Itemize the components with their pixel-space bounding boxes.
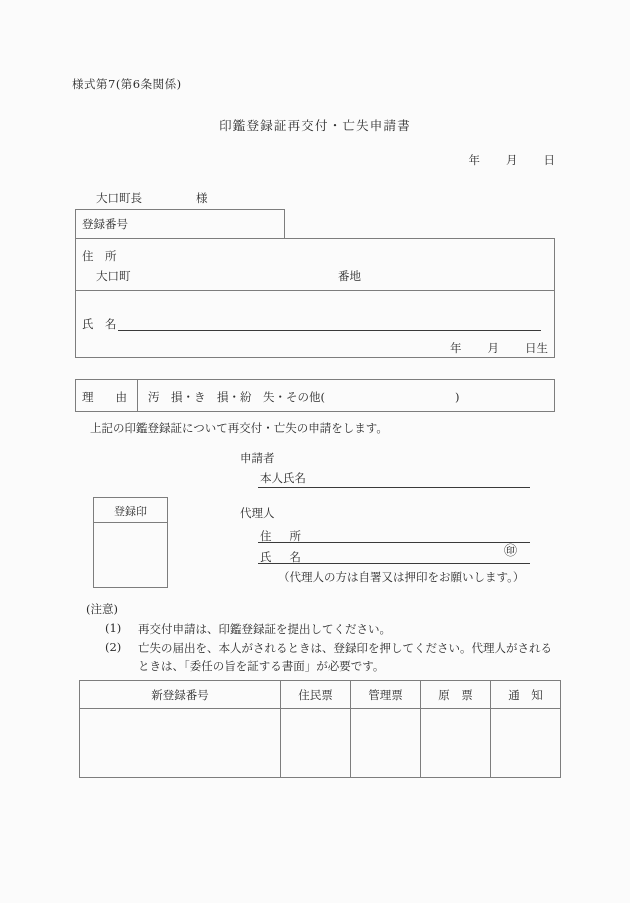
reason-options-text: 汚 損・き 損・紛 失・その他( [148,390,325,404]
seal-mark-icon: ㊞ [504,544,518,559]
table-header-resident-record: 住民票 [281,681,351,709]
table-cell-original-record[interactable] [421,709,491,778]
table-cell-resident-record[interactable] [281,709,351,778]
page-title: 印鑑登録証再交付・亡失申請書 [219,118,411,133]
agent-section-label: 代理人 [240,506,275,520]
agent-address-label-char1: 住 [260,529,272,543]
reason-label [82,389,127,405]
table-row [80,709,561,778]
name-input-rule[interactable] [118,330,541,331]
address-label: 住 所 [82,249,117,263]
date-year-label: 年 [468,153,480,167]
address-name-divider [75,290,555,291]
addressee-honorific: 様 [196,191,208,205]
table-header-notification: 通 知 [491,681,561,709]
note-1-text: 再交付申請は、印鑑登録証を提出してください。 [138,622,391,636]
addressee-office: 大口町長 [96,191,142,205]
table-cell-notification[interactable] [491,709,561,778]
addressee [96,190,208,206]
note-1-number: (1) [105,621,122,635]
applicant-self-name-label: 本人氏名 [260,471,306,485]
table-header-row [80,681,561,709]
table-header-management-record: 管理票 [351,681,421,709]
birth-year-label: 年 [450,341,462,355]
reason-options[interactable] [148,389,460,405]
applicant-section-label: 申請者 [240,451,275,465]
agent-address-rule[interactable] [258,542,530,543]
name-label: 氏 名 [82,317,117,331]
registered-seal-label: 登録印 [114,505,147,518]
birth-day-label: 日生 [525,341,548,355]
registration-number-label: 登録番号 [82,217,128,231]
table-cell-new-reg-no[interactable] [80,709,281,778]
note-2-text-continuation: ときは、「委任の旨を証する書面」が必要です。 [138,659,385,673]
table-header-original-record: 原 票 [421,681,491,709]
birth-month-label: 月 [487,341,499,355]
agent-address-label-char2: 所 [289,529,301,543]
reason-label-char1: 理 [82,390,94,404]
registered-seal-box-divider [93,522,168,523]
agent-signature-note: （代理人の方は自署又は押印をお願いします。） [278,570,525,584]
notes-title: (注意) [86,602,118,616]
address-town-prefix: 大口町 [96,269,131,283]
form-code: 様式第7(第6条関係) [72,77,182,91]
submission-date-line [0,152,555,168]
agent-name-rule[interactable] [258,563,530,564]
reason-label-char2: 由 [115,390,127,404]
office-use-table [79,680,561,778]
date-month-label: 月 [506,153,518,167]
table-header-new-reg-no: 新登録番号 [80,681,281,709]
agent-name-label-char2: 名 [289,550,301,564]
agent-name-label-char1: 氏 [260,550,272,564]
note-2-text: 亡失の届出を、本人がされるときは、登録印を押してください。代理人がされる [138,641,552,655]
note-2-number: (2) [105,640,122,654]
birthdate-line [0,340,548,356]
application-statement: 上記の印鑑登録証について再交付・亡失の申請をします。 [90,421,388,435]
address-banchi-label: 番地 [338,269,361,283]
table-cell-management-record[interactable] [351,709,421,778]
date-day-label: 日 [543,153,555,167]
reason-column-separator [137,379,138,412]
reason-close-paren: ) [455,390,460,404]
applicant-self-name-rule[interactable] [258,487,530,488]
